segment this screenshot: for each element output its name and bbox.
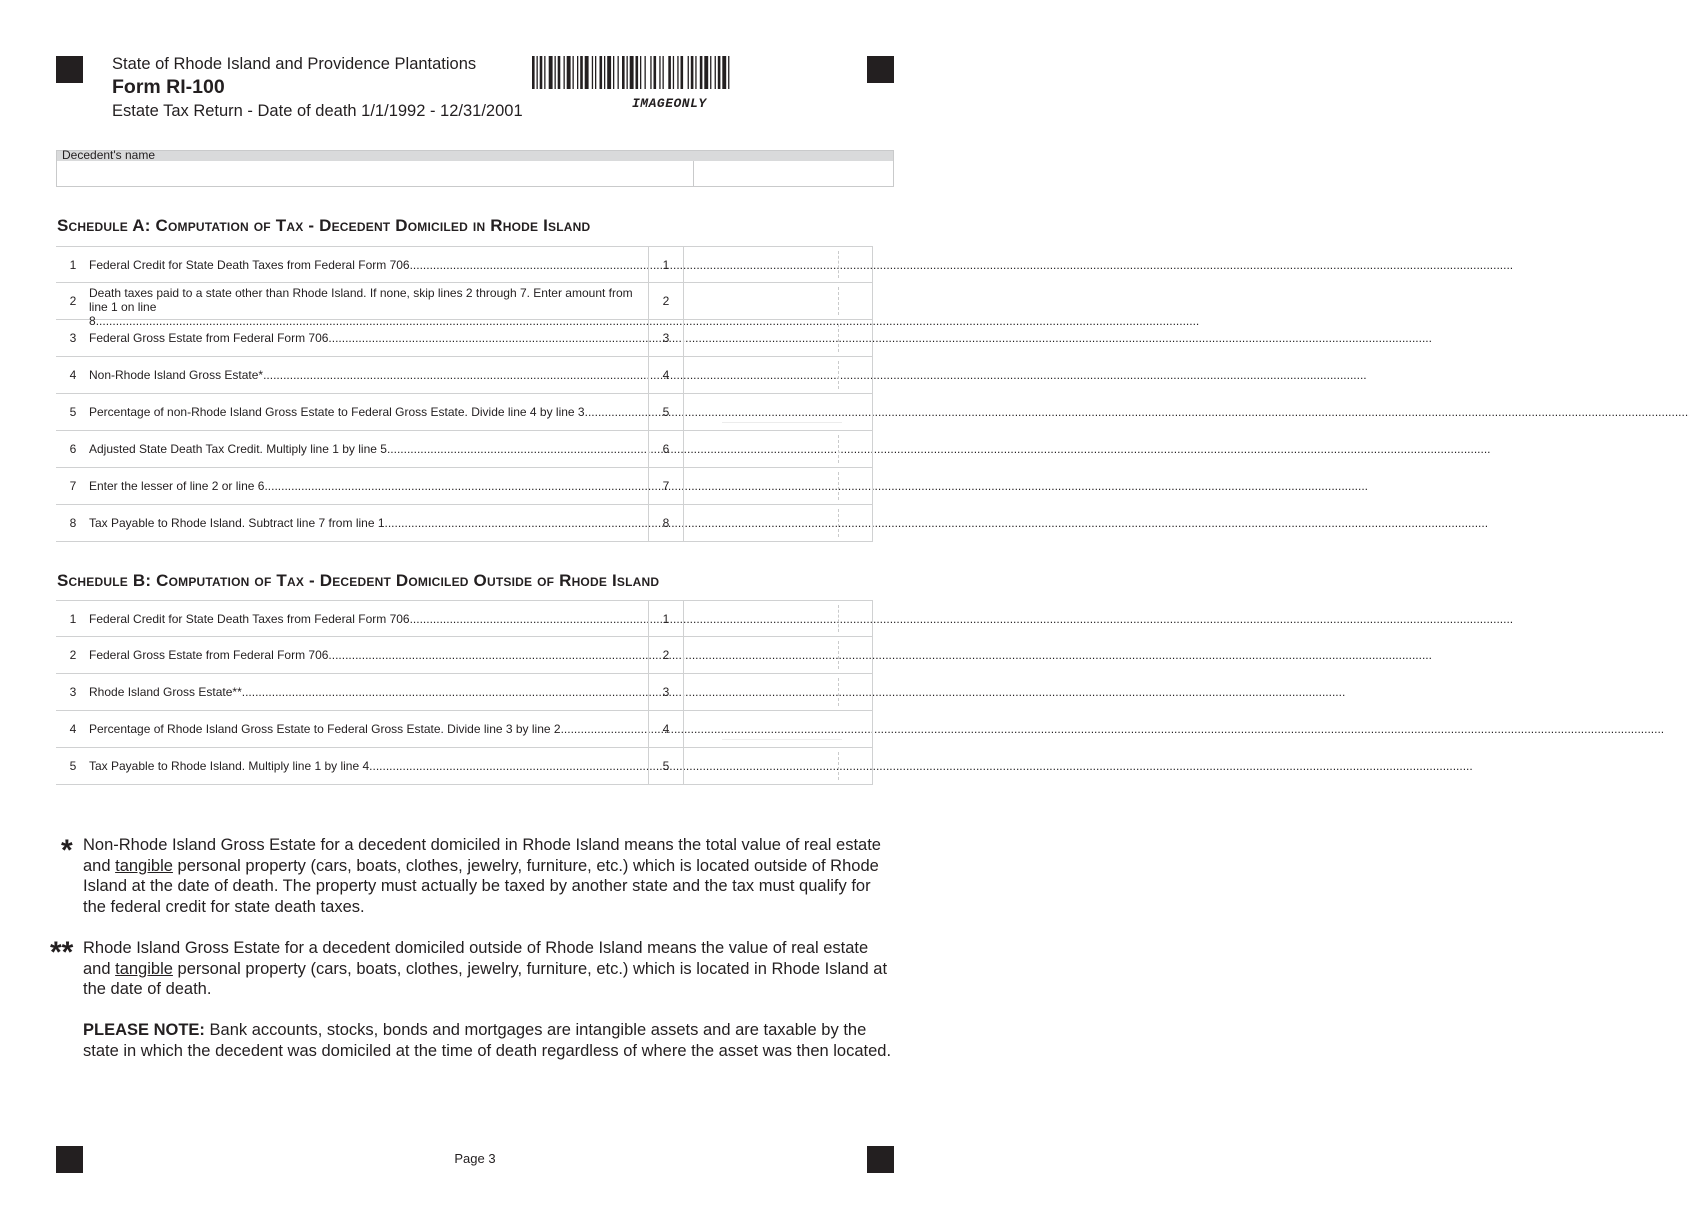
amount-field[interactable] bbox=[682, 357, 873, 393]
amount-field[interactable] bbox=[682, 748, 873, 784]
amount-field[interactable] bbox=[682, 674, 873, 710]
form-title: Form RI-100 bbox=[112, 76, 225, 98]
amount-field[interactable] bbox=[682, 711, 873, 747]
line-number: 1 bbox=[69, 258, 77, 272]
line-box-number: 7 bbox=[648, 468, 684, 504]
line-number: 8 bbox=[69, 516, 77, 530]
schedule-b-title: Schedule B: Computation of Tax - Decedent Domiciled Outside of Rhode Island bbox=[57, 571, 660, 590]
line-box-number: 1 bbox=[648, 601, 684, 636]
schedule-a-table bbox=[56, 246, 873, 542]
line-description: Non-Rhode Island Gross Estate* ..... bbox=[89, 368, 645, 382]
line-number: 5 bbox=[69, 405, 77, 419]
line-number: 1 bbox=[69, 612, 77, 626]
schedule_a-line-1 bbox=[56, 246, 873, 283]
line-number: 4 bbox=[69, 368, 77, 382]
registration-mark-top-left bbox=[56, 56, 83, 83]
footnote-star-1: * bbox=[61, 834, 73, 867]
line-box-number: 8 bbox=[648, 505, 684, 541]
schedule_a-line-8 bbox=[56, 505, 873, 542]
footnote-2: Rhode Island Gross Estate for a decedent domiciled outside of Rhode Island means the value of real estate and tangible personal property (cars, boats, clothes, jewelry, furniture, etc.) which is located in Rhode Island at the date of death. bbox=[83, 939, 888, 999]
barcode bbox=[532, 56, 816, 89]
line-box-number: 5 bbox=[648, 394, 684, 430]
schedule_b-line-5 bbox=[56, 748, 873, 785]
line-box-number: 4 bbox=[648, 711, 684, 747]
line-box-number: 2 bbox=[648, 283, 684, 319]
line-box-number: 5 bbox=[648, 748, 684, 784]
line-box-number: 1 bbox=[648, 247, 684, 282]
line-number: 5 bbox=[69, 759, 77, 773]
schedule_b-line-4 bbox=[56, 711, 873, 748]
line-description: Rhode Island Gross Estate** ..... bbox=[89, 685, 645, 699]
amount-field[interactable] bbox=[682, 394, 873, 430]
please-note-label: PLEASE NOTE: bbox=[83, 1021, 205, 1039]
line-box-number: 6 bbox=[648, 431, 684, 467]
schedule_a-line-5 bbox=[56, 394, 873, 431]
line-number: 6 bbox=[69, 442, 77, 456]
line-box-number: 3 bbox=[648, 320, 684, 356]
form-subtitle: Estate Tax Return - Date of death 1/1/1992 - 12/31/2001 bbox=[112, 102, 523, 120]
line-box-number: 3 bbox=[648, 674, 684, 710]
line-number: 4 bbox=[69, 722, 77, 736]
schedule_b-line-1 bbox=[56, 600, 873, 637]
decedent-name-field[interactable] bbox=[56, 150, 894, 187]
amount-field[interactable] bbox=[682, 637, 873, 673]
amount-field[interactable] bbox=[682, 601, 873, 636]
line-description: Death taxes paid to a state other than Rhode Island. If none, skip lines 2 through 7. Enter amount from line 1 on line 8 ..... bbox=[89, 286, 645, 316]
amount-field[interactable] bbox=[682, 247, 873, 282]
amount-field[interactable] bbox=[682, 505, 873, 541]
amount-field[interactable] bbox=[682, 468, 873, 504]
line-description: Federal Gross Estate from Federal Form 706 ..... bbox=[89, 648, 645, 662]
schedule_a-line-2 bbox=[56, 283, 873, 328]
line-description: Percentage of Rhode Island Gross Estate to Federal Gross Estate. Divide line 3 by line 2 ..... bbox=[89, 722, 645, 736]
line-description: Adjusted State Death Tax Credit. Multiply line 1 by line 5 ..... bbox=[89, 442, 645, 456]
line-description: Tax Payable to Rhode Island. Subtract line 7 from line 1 ..... bbox=[89, 516, 645, 530]
imageonly-label: IMAGEONLY bbox=[632, 96, 707, 111]
line-description: Enter the lesser of line 2 or line 6 ..... bbox=[89, 479, 645, 493]
schedule-b-table bbox=[56, 600, 873, 785]
schedule_a-line-6 bbox=[56, 431, 873, 468]
line-number: 3 bbox=[69, 685, 77, 699]
line-description: Tax Payable to Rhode Island. Multiply line 1 by line 4 ..... bbox=[89, 759, 645, 773]
registration-mark-top-right bbox=[867, 56, 894, 83]
schedule-a-title: Schedule A: Computation of Tax - Decedent Domiciled in Rhode Island bbox=[57, 216, 591, 235]
line-number: 2 bbox=[69, 648, 77, 662]
line-description: Federal Gross Estate from Federal Form 706 ..... bbox=[89, 331, 645, 345]
line-description: Federal Credit for State Death Taxes from Federal Form 706 ..... bbox=[89, 258, 645, 272]
line-box-number: 4 bbox=[648, 357, 684, 393]
line-number: 2 bbox=[69, 294, 77, 308]
footnote-star-2: ** bbox=[50, 936, 74, 969]
amount-field[interactable] bbox=[682, 283, 873, 319]
amount-field[interactable] bbox=[682, 320, 873, 356]
footnote-1: Non-Rhode Island Gross Estate for a decedent domiciled in Rhode Island means the total value of real estate and tangible personal property (cars, boats, clothes, jewelry, furniture, etc.) which is located outside of Rhode Island at the date of death. The property must actually be taxed by another state and the tax must qualify for the federal credit for state death taxes. bbox=[83, 836, 881, 916]
state-name: State of Rhode Island and Providence Plantations bbox=[112, 55, 477, 73]
line-box-number: 2 bbox=[648, 637, 684, 673]
schedule_b-line-2 bbox=[56, 637, 873, 674]
schedule_a-line-3 bbox=[56, 320, 873, 357]
line-number: 3 bbox=[69, 331, 77, 345]
line-description: Federal Credit for State Death Taxes from Federal Form 706 ..... bbox=[89, 612, 645, 626]
line-number: 7 bbox=[69, 479, 77, 493]
please-note: PLEASE NOTE: Bank accounts, stocks, bonds and mortgages are intangible assets and are taxable by the state in which the decedent was domiciled at the time of death regardless of where the asset was then located. bbox=[83, 1021, 892, 1060]
schedule_b-line-3 bbox=[56, 674, 873, 711]
schedule_a-line-4 bbox=[56, 357, 873, 394]
amount-field[interactable] bbox=[682, 431, 873, 467]
decedent-name-label: Decedent's name bbox=[62, 148, 156, 162]
line-description: Percentage of non-Rhode Island Gross Estate to Federal Gross Estate. Divide line 4 by line 3 ..... bbox=[89, 405, 645, 419]
schedule_a-line-7 bbox=[56, 468, 873, 505]
page-number: Page 3 bbox=[454, 1151, 496, 1166]
